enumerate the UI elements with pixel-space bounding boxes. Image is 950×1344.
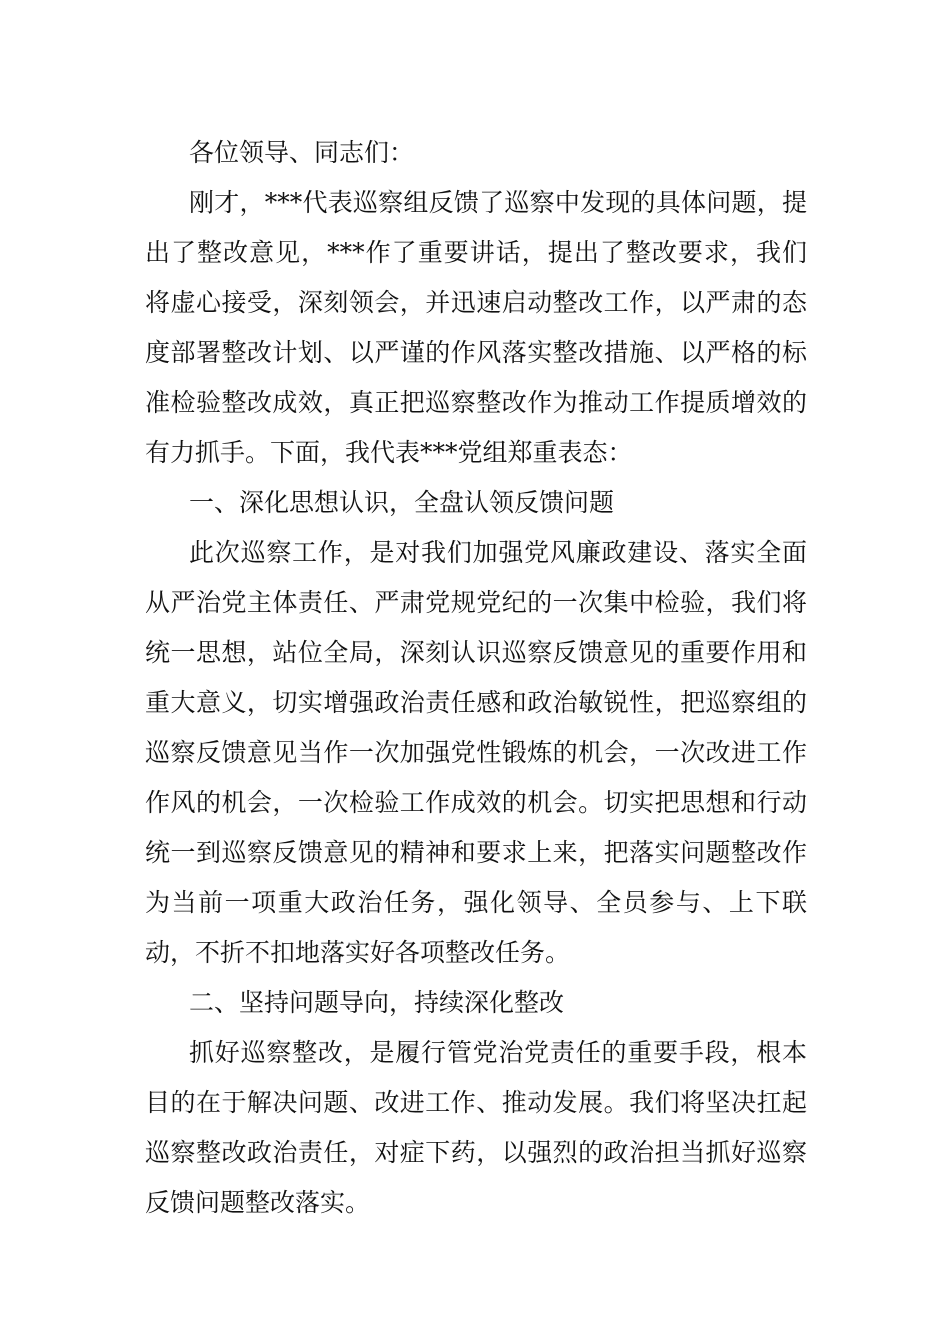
- section-one-paragraph: 此次巡察工作，是对我们加强党风廉政建设、落实全面从严治党主体责任、严肃党规党纪的一次集中检验，我们将统一思想，站位全局，深刻认识巡察反馈意见的重要作用和重大意义，切实增强政治责任感和政治敏锐性，把巡察组的巡察反馈意见当作一次加强党性锻炼的机会，一次改进工作作风的机会，一次检验工作成效的机会。切实把思想和行动统一到巡察反馈意见的精神和要求上来，把落实问题整改作为当前一项重大政治任务，强化领导、全员参与、上下联动，不折不扣地落实好各项整改任务。: [145, 538, 807, 967]
- salutation: 各位领导、同志们：: [189, 138, 415, 167]
- intro-paragraph: 刚才，***代表巡察组反馈了巡察中发现的具体问题，提出了整改意见，***作了重要讲话，提出了整改要求，我们将虚心接受，深刻领会，并迅速启动整改工作，以严肃的态度部署整改计划、以严谨的作风落实整改措施、以严格的标准检验整改成效，真正把巡察整改作为推动工作提质增效的有力抓手。下面，我代表***党组郑重表态：: [145, 188, 807, 467]
- section-two-paragraph: 抓好巡察整改，是履行管党治党责任的重要手段，根本目的在于解决问题、改进工作、推动发展。我们将坚决扛起巡察整改政治责任，对症下药，以强烈的政治担当抓好巡察反馈问题整改落实。: [145, 1038, 807, 1217]
- section-heading-two: 二、坚持问题导向，持续深化整改: [189, 988, 565, 1017]
- document-body: [145, 128, 807, 1228]
- section-heading-one: 一、深化思想认识，全盘认领反馈问题: [189, 488, 615, 517]
